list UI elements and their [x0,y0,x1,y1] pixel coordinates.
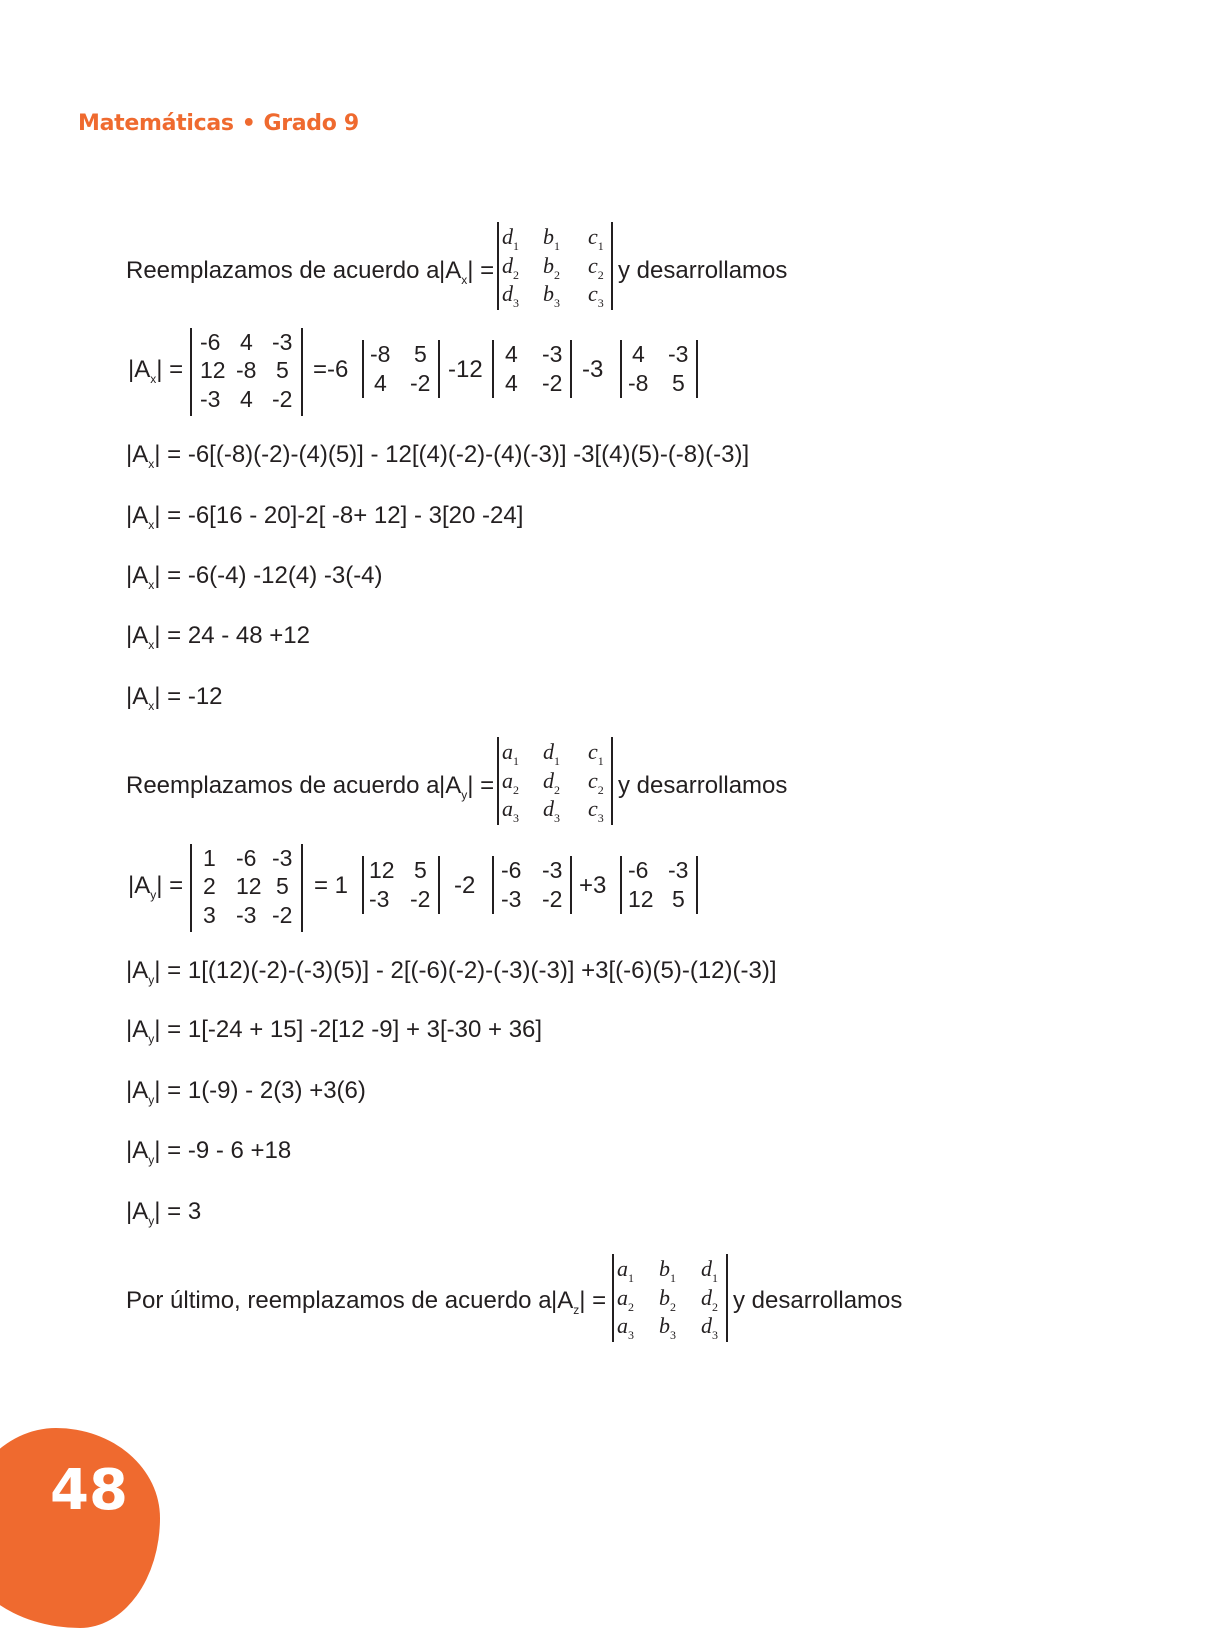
entry-letter: d [701,1313,712,1338]
minor-bar-left [492,856,494,914]
lhs-sub: y [150,888,157,902]
coefficient: -12 [448,356,483,383]
coefficient: = 1 [314,872,349,899]
lhs-sub: y [148,1214,155,1228]
entry-letter: c [588,281,598,306]
entry-letter: b [543,253,554,278]
step-line [126,562,383,592]
step-expression: = 1[(12)(-2)-(-3)(5)] - 2[(-6)(-2)-(-3)(-3)] +3[(-6)(5)-(12)(-3)] [167,957,777,984]
entry-sub: 2 [597,783,604,797]
entry-letter: b [543,224,554,249]
step-expression: = -12 [167,683,223,710]
matrix-entry [543,739,560,769]
matrix-entry [543,796,560,826]
intro-text: Por último, reemplazamos de acuerdo a [126,1287,552,1314]
matrix-entry [617,1285,634,1315]
minor-entry: -3 [668,857,689,883]
entry-letter: d [543,768,554,793]
matrix-bar-right [301,844,303,932]
step-expression: = -6[(-8)(-2)-(4)(5)] - 12[(4)(-2)-(4)(-3)] -3[(4)(5)-(-8)(-3)] [167,441,750,468]
minor-entry: -3 [542,341,563,367]
entry-sub: 1 [628,1271,634,1285]
matrix-bar-left [497,222,499,310]
minor-entry: -6 [501,857,522,883]
entry-letter: d [701,1256,712,1281]
intro-text: Reemplazamos de acuerdo a [126,772,440,799]
entry-sub: 3 [554,296,560,310]
lhs-close: | [154,1137,161,1164]
entry-letter: a [502,796,513,821]
minor-entry: -3 [542,857,563,883]
entry-sub: 1 [712,1271,718,1285]
lhs-sub: x [148,518,155,532]
minor-entry: 5 [414,857,427,883]
lhs-close: | [154,1077,161,1104]
lhs-sub: x [148,457,155,471]
matrix-entry: -6 [236,845,257,871]
minor-entry: -3 [668,341,689,367]
matrix-bar-right [726,1254,728,1342]
matrix-entry [502,281,519,311]
lhs-sub: y [148,973,155,987]
entry-letter: c [588,224,598,249]
matrix-entry [588,281,604,311]
lhs-open: |A [126,683,149,710]
matrix-entry [588,739,604,769]
matrix-entry: -8 [236,357,257,383]
running-header [78,111,359,136]
matrix-entry [502,768,519,798]
lhs-open: |A [126,1077,149,1104]
entry-letter: d [701,1285,712,1310]
entry-sub: 1 [554,239,560,253]
entry-sub: 2 [513,783,519,797]
matrix-entry [617,1256,634,1286]
grade-label: Grado 9 [263,111,359,136]
entry-letter: a [617,1256,628,1281]
determinant-label [439,257,494,287]
minor-entry: -8 [628,370,649,396]
entry-letter: a [502,739,513,764]
minor-bar-right [570,856,572,914]
lhs-sub: y [461,788,468,802]
header-separator: • [241,111,256,136]
determinant-label [128,356,183,386]
entry-letter: b [543,281,554,306]
step-line [126,441,749,471]
entry-sub: 2 [597,268,604,282]
intro-after: y desarrollamos [618,772,788,799]
matrix-entry [617,1313,634,1343]
step-line [126,622,310,652]
entry-sub: 3 [597,811,604,825]
lhs-close: | = [467,257,495,284]
lhs-close: | = [467,772,495,799]
minor-entry: 12 [628,886,654,912]
matrix-entry: 12 [236,873,262,899]
matrix-entry: -3 [272,329,293,355]
matrix-entry: -2 [272,902,293,928]
step-expression: = -6(-4) -12(4) -3(-4) [167,562,383,589]
matrix-entry: 5 [276,357,289,383]
lhs-sub: y [148,1153,155,1167]
minor-bar-right [696,856,698,914]
matrix-entry: -3 [272,845,293,871]
matrix-entry: -3 [200,386,221,412]
matrix-entry [588,224,604,254]
matrix-entry: 4 [240,329,253,355]
entry-sub: 1 [670,1271,676,1285]
entry-letter: d [502,224,513,249]
coefficient: -2 [454,872,476,899]
step-expression: = 1(-9) - 2(3) +3(6) [167,1077,366,1104]
entry-sub: 2 [712,1300,718,1314]
entry-letter: c [588,253,598,278]
entry-sub: 3 [554,811,560,825]
lhs-close: | [154,441,161,468]
matrix-bar-right [301,328,303,416]
matrix-bar-left [497,737,499,825]
lhs-close: | = [156,872,184,899]
matrix-entry: -6 [200,329,221,355]
entry-sub: 2 [554,783,560,797]
lhs-open: |A [126,441,149,468]
entry-sub: 1 [554,754,560,768]
matrix-entry [659,1285,676,1315]
entry-letter: a [502,768,513,793]
entry-sub: 3 [628,1328,634,1342]
entry-sub: 2 [513,268,519,282]
intro-after: y desarrollamos [618,257,788,284]
page-number: 48 [50,1458,128,1523]
minor-entry: -3 [501,886,522,912]
intro-after: y desarrollamos [733,1287,903,1314]
matrix-entry [659,1256,676,1286]
entry-letter: d [543,796,554,821]
minor-entry: 4 [505,370,518,396]
subject-label: Matemáticas [78,111,234,136]
matrix-entry: -2 [272,386,293,412]
minor-entry: 12 [369,857,395,883]
minor-bar-left [620,856,622,914]
matrix-entry [543,281,560,311]
matrix-entry [701,1256,718,1286]
minor-entry: 5 [414,341,427,367]
minor-bar-left [362,340,364,398]
matrix-entry: 2 [203,873,216,899]
minor-entry: -2 [542,886,563,912]
entry-sub: 3 [513,811,519,825]
minor-entry: -2 [410,886,431,912]
lhs-sub: x [461,273,468,287]
coefficient: =-6 [313,356,349,383]
matrix-bar-right [611,222,613,310]
entry-letter: d [543,739,554,764]
matrix-entry [701,1285,718,1315]
lhs-open: |A [551,1287,574,1314]
matrix-entry: 5 [276,873,289,899]
lhs-open: |A [126,957,149,984]
matrix-bar-left [190,844,192,932]
minor-entry: 5 [672,886,685,912]
minor-bar-left [492,340,494,398]
matrix-entry: 12 [200,357,226,383]
matrix-entry [543,224,560,254]
lhs-open: |A [126,1198,149,1225]
minor-bar-right [570,340,572,398]
coefficient: +3 [579,872,607,899]
entry-letter: c [588,796,598,821]
entry-letter: d [502,253,513,278]
matrix-entry [502,253,519,283]
lhs-open: |A [439,257,462,284]
entry-letter: b [659,1256,670,1281]
minor-bar-right [438,856,440,914]
entry-letter: c [588,739,598,764]
matrix-bar-left [190,328,192,416]
lhs-close: | [154,502,161,529]
matrix-entry [701,1313,718,1343]
lhs-close: | = [579,1287,607,1314]
matrix-entry [588,768,604,798]
matrix-entry [659,1313,676,1343]
lhs-close: | [154,683,161,710]
entry-sub: 3 [670,1328,676,1342]
matrix-entry [588,796,604,826]
lhs-close: | [154,622,161,649]
entry-letter: c [588,768,598,793]
matrix-entry [588,253,604,283]
minor-bar-right [696,340,698,398]
matrix-entry: 3 [203,902,216,928]
matrix-entry: 1 [203,845,216,871]
entry-sub: 1 [597,754,604,768]
step-expression: = 1[-24 + 15] -2[12 -9] + 3[-30 + 36] [167,1016,543,1043]
minor-entry: -2 [542,370,563,396]
entry-sub: 3 [712,1328,718,1342]
determinant-label [128,872,183,902]
determinant-label [551,1287,606,1317]
entry-letter: b [659,1313,670,1338]
step-line [126,502,523,532]
minor-entry: 4 [374,370,387,396]
lhs-open: |A [439,772,462,799]
matrix-entry [502,224,519,254]
lhs-close: | = [156,356,184,383]
entry-sub: 1 [513,239,519,253]
lhs-sub: x [148,578,155,592]
entry-sub: 1 [513,754,519,768]
entry-sub: 3 [513,296,519,310]
matrix-bar-left [612,1254,614,1342]
lhs-sub: y [148,1032,155,1046]
lhs-close: | [154,562,161,589]
matrix-entry [502,739,519,769]
lhs-sub: x [148,638,155,652]
lhs-close: | [154,1016,161,1043]
step-line [126,1137,291,1167]
step-line [126,1016,542,1046]
step-expression: = 24 - 48 +12 [167,622,310,649]
minor-bar-right [438,340,440,398]
minor-bar-left [620,340,622,398]
entry-sub: 2 [554,268,560,282]
step-expression: = 3 [167,1198,202,1225]
step-line [126,1198,201,1228]
lhs-open: |A [128,356,151,383]
determinant-label [439,772,494,802]
minor-bar-left [362,856,364,914]
lhs-open: |A [126,1137,149,1164]
entry-sub: 2 [670,1300,676,1314]
minor-entry: 4 [505,341,518,367]
entry-sub: 2 [628,1300,634,1314]
lhs-open: |A [126,622,149,649]
step-expression: = -6[16 - 20]-2[ -8+ 12] - 3[20 -24] [167,502,524,529]
lhs-sub: x [150,372,157,386]
minor-entry: -2 [410,370,431,396]
lhs-open: |A [126,1016,149,1043]
lhs-open: |A [126,502,149,529]
minor-entry: -6 [628,857,649,883]
minor-entry: -3 [369,886,390,912]
step-line [126,1077,366,1107]
step-line [126,957,777,987]
lhs-open: |A [126,562,149,589]
entry-letter: a [617,1285,628,1310]
intro-text: Reemplazamos de acuerdo a [126,257,440,284]
matrix-entry: 4 [240,386,253,412]
lhs-open: |A [128,872,151,899]
minor-entry: 4 [632,341,645,367]
entry-letter: a [617,1313,628,1338]
minor-entry: 5 [672,370,685,396]
step-line [126,683,223,713]
minor-entry: -8 [370,341,391,367]
coefficient: -3 [582,356,604,383]
step-expression: = -9 - 6 +18 [167,1137,292,1164]
lhs-close: | [154,957,161,984]
matrix-entry [543,253,560,283]
lhs-sub: z [573,1303,580,1317]
entry-sub: 3 [597,296,604,310]
entry-letter: d [502,281,513,306]
matrix-entry [543,768,560,798]
matrix-entry [502,796,519,826]
lhs-close: | [154,1198,161,1225]
matrix-bar-right [611,737,613,825]
entry-sub: 1 [597,239,604,253]
lhs-sub: y [148,1093,155,1107]
matrix-entry: -3 [236,902,257,928]
lhs-sub: x [148,699,155,713]
entry-letter: b [659,1285,670,1310]
